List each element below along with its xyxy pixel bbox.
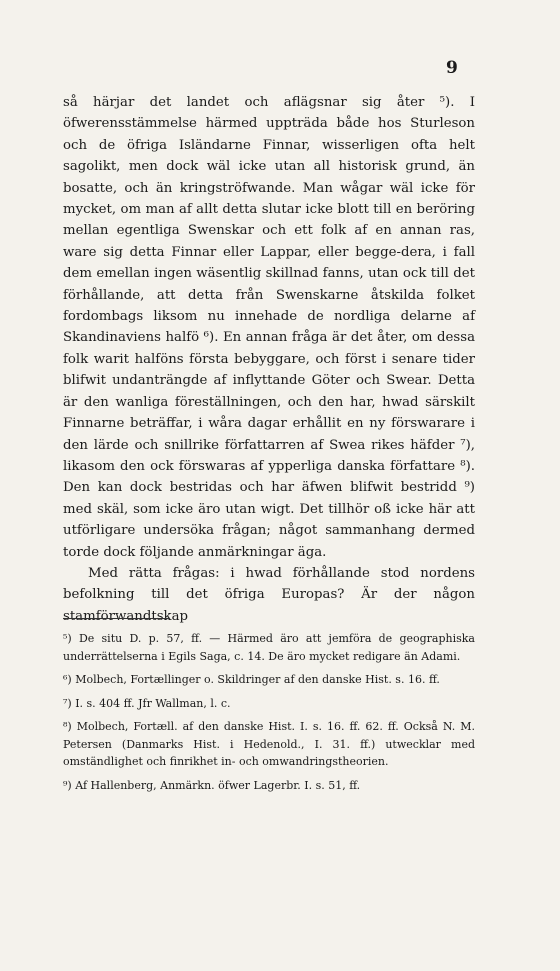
footnote [63, 695, 475, 713]
footnote-mark: ⁹) [63, 778, 72, 792]
footnote-text: Molbech, Fortæll. af den danske Hist. I. s. 16. ff. 62. ff. Också N. M. Petersen (Danmarks Hist. i Hedenold., I. 31. ff.) utwecklar med omständlighet och finrikhet in- och omwandringstheorien. [63, 720, 475, 768]
paragraph: Med rätta frågas: i hwad förhållande stod nordens befolkning till det öfriga Europas? Är der någon stamförwandtskap [63, 565, 475, 624]
footnote [63, 777, 475, 795]
body-text [63, 92, 475, 627]
paragraph: så härjar det landet och aflägsnar sig åter ⁵). I öfwerensstämmelse härmed uppträda både hos Sturleson och de öfriga Isländarne Finnar, wisserligen ofta helt sagolikt, men dock wäl icke utan all historisk grund, än bosatte, och än kringströfwande. Man wågar wäl icke för mycket, om man af allt detta slutar icke blott till en beröring mellan egentliga Swenskar och ett folk af en annan ras, ware sig detta Finnar eller Lappar, eller begge-dera, i fall dem emellan ingen wäsentlig skillnad fanns, utan ock till det förhållande, att detta från Swenskarne åtskilda folket fordombags liksom nu innehade de nordliga delarne af Skandinaviens halfö ⁶). En annan fråga är det åter, om dessa folk warit halföns första bebyggare, och först i senare tider blifwit undanträngde af inflyttande Göter och Swear. Detta är den wanliga föreställningen, och den har, hwad särskilt Finnarne beträffar, i wåra dagar erhållit en ny förswarare i den lärde och snillrike författarren af Swea rikes häfder ⁷), likasom den ock förswaras af ypperliga danska författare ⁸). Den kan dock bestridas och har äfwen blifwit bestridd ⁹) med skäl, som icke äro utan wigt. Det tillhör oß icke här att utförligare undersöka frågan; något sammanhang dermed torde dock följande anmärkningar äga. [63, 95, 475, 560]
footnote-mark: ⁷) [63, 696, 72, 710]
footnote-text: Molbech, Fortællinger o. Skildringer af den danske Hist. s. 16. ff. [75, 673, 440, 686]
footnote [63, 718, 475, 771]
footnote [63, 671, 475, 689]
footnote-text: De situ D. p. 57, ff. — Härmed äro att jemföra de geographiska underrättelserna i Egils Saga, c. 14. De äro mycket redigare än Adami. [63, 632, 475, 663]
footnote-text: Af Hallenberg, Anmärkn. öfwer Lagerbr. I. s. 51, ff. [75, 778, 361, 792]
footnote-mark: ⁶) [63, 673, 72, 686]
footnotes [63, 630, 475, 800]
page-number: 9 [446, 58, 458, 78]
footnote-text: I. s. 404 ff. Jfr Wallman, l. c. [75, 696, 231, 710]
footnote-mark: ⁸) [63, 720, 72, 733]
footnote [63, 630, 475, 665]
footnote-mark: ⁵) [63, 632, 72, 645]
footnote-divider [63, 618, 170, 619]
